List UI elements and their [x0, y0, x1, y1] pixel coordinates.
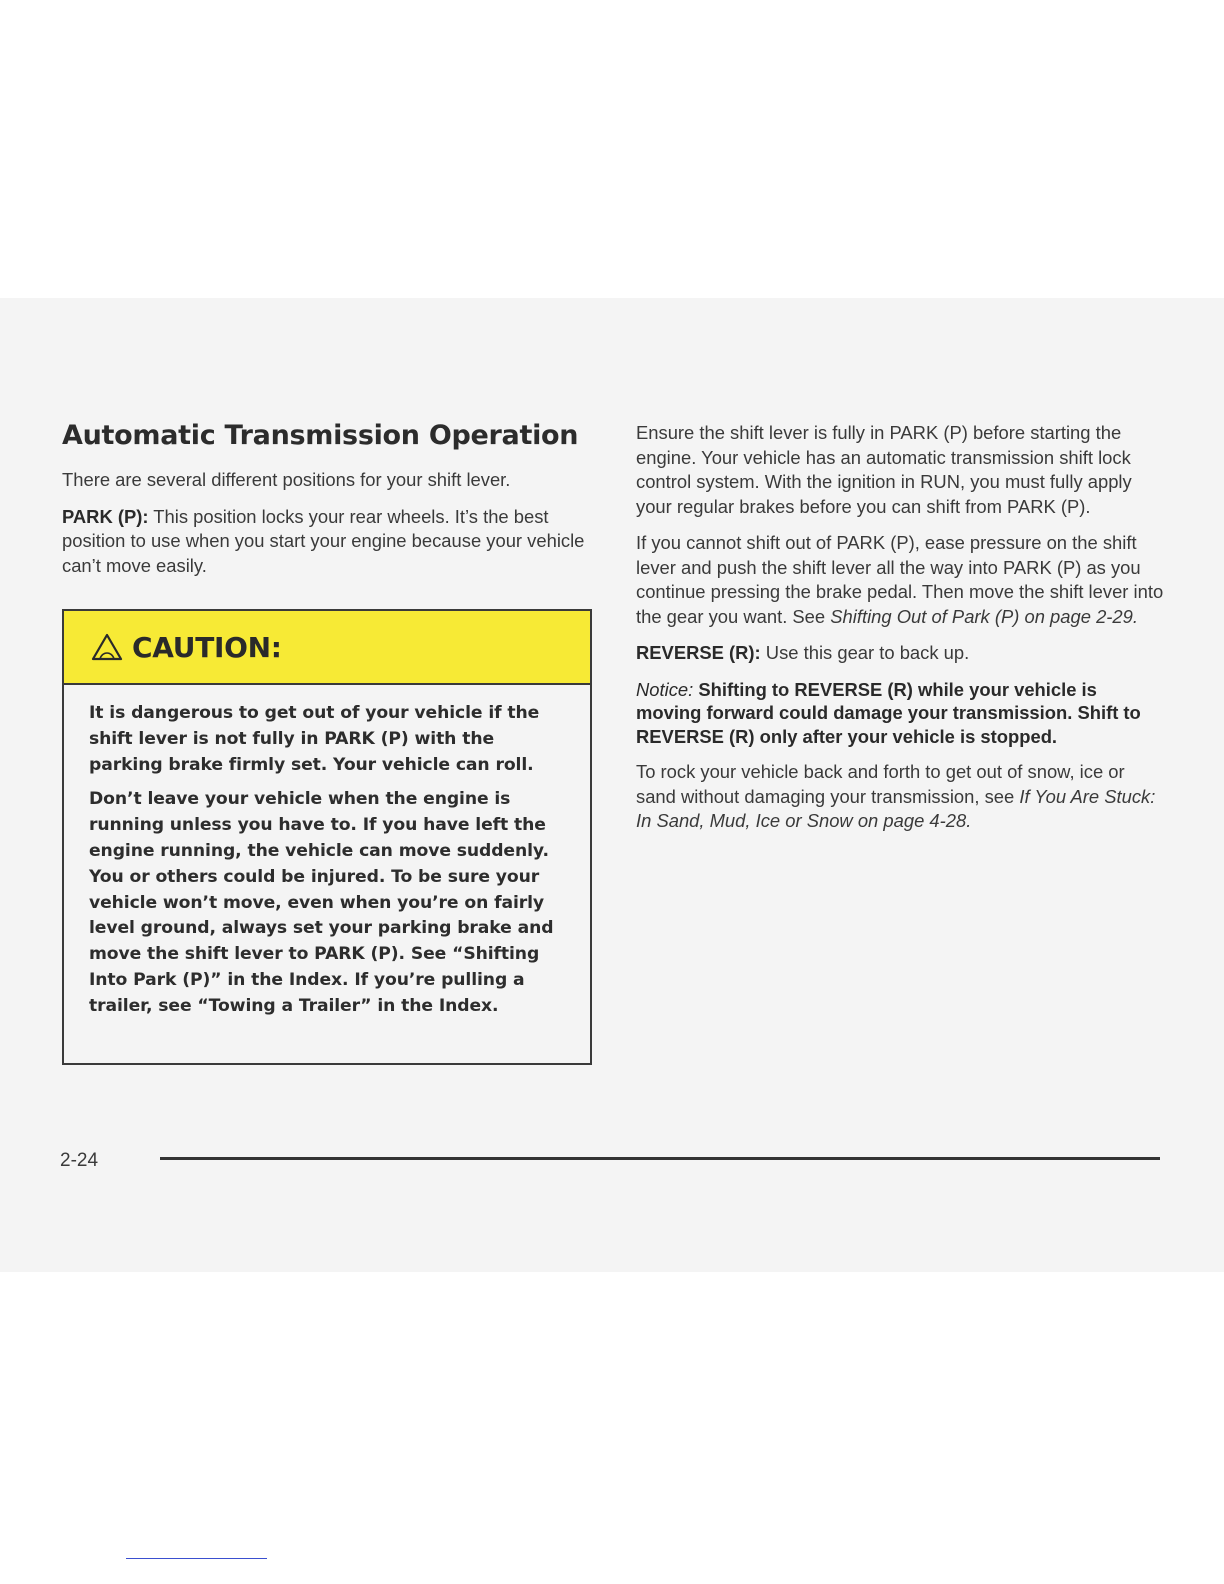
caution-body	[64, 685, 590, 1020]
right-column	[636, 421, 1166, 846]
caution-paragraph-2: Don’t leave your vehicle when the engine is running unless you have to. If you have left the engine running, the vehicle can move suddenly. You or others could be injured. To be sure your vehicle won’t move, even when you’re on fairly level ground, always set your parking brake and move the shift lever to PARK (P). See “Shifting Into Park (P)” in the Index. If you’re pulling a trailer, see “Towing a Trailer” in the Index.	[89, 789, 554, 1016]
rocking-paragraph	[636, 760, 1166, 834]
reverse-paragraph	[636, 641, 1166, 666]
park-paragraph	[62, 505, 592, 579]
caution-box	[62, 609, 592, 1065]
intro-paragraph: There are several different positions for your shift lever.	[62, 469, 511, 490]
footer-rule	[160, 1157, 1160, 1160]
warning-triangle-icon	[90, 632, 124, 662]
section-title: Automatic Transmission Operation	[62, 420, 579, 451]
reverse-text: Use this gear to back up.	[765, 642, 970, 663]
cannot-shift-text: If you cannot shift out of PARK (P), ease pressure on the shift lever and push the shift lever all the way into PARK (P) as you continue pressing the brake pedal. Then move the shift lever into the gear you want. See	[636, 532, 1164, 627]
park-label: PARK (P):	[62, 505, 149, 527]
rocking-text: To rock your vehicle back and forth to get out of snow, ice or sand without damaging your transmission, see	[636, 761, 1125, 807]
notice-label: Notice:	[636, 678, 694, 700]
caution-paragraph-1: It is dangerous to get out of your vehicle if the shift lever is not fully in PARK (P) with the parking brake firmly set. Your vehicle can roll.	[89, 703, 540, 775]
caution-header	[64, 611, 590, 685]
caution-title: CAUTION:	[132, 630, 282, 664]
left-column	[62, 418, 592, 590]
page-number: 2-24	[60, 1150, 99, 1171]
reverse-label: REVERSE (R):	[636, 642, 761, 663]
cannot-shift-paragraph	[636, 531, 1166, 629]
if-you-are-stuck-reference: If You Are Stuck: In Sand, Mud, Ice or Snow on page 4-28.	[636, 785, 1156, 831]
park-text: This position locks your rear wheels. It’s the best position to use when you start your engine because your vehicle can’t move easily.	[62, 505, 585, 576]
notice-text: Shifting to REVERSE (R) while your vehicle is moving forward could damage your transmission. Shift to REVERSE (R) only after your vehicle is stopped.	[636, 678, 1141, 747]
shift-lock-paragraph: Ensure the shift lever is fully in PARK (P) before starting the engine. Your vehicle has an automatic transmission shift lock control system. With the ignition in RUN, you must fully apply your regular brakes before you can shift from PARK (P).	[636, 422, 1132, 517]
shifting-out-of-park-reference: Shifting Out of Park (P) on page 2-29.	[830, 605, 1138, 627]
notice-paragraph	[636, 678, 1166, 749]
bottom-underline	[126, 1558, 267, 1559]
